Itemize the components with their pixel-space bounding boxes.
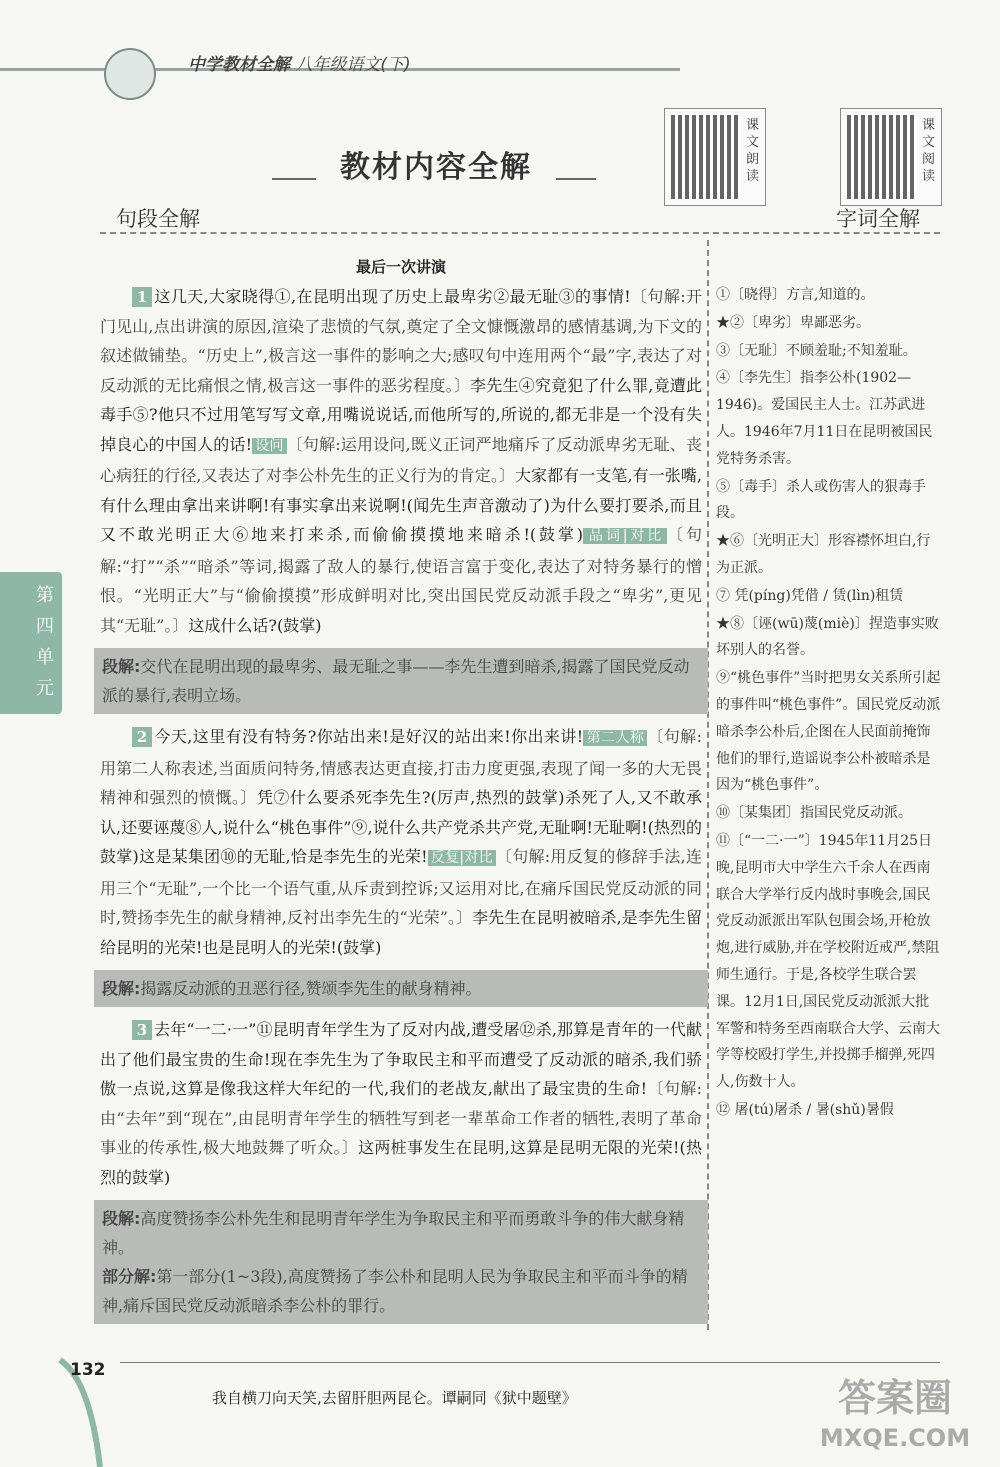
qr-code-analysis[interactable]: [840, 108, 942, 206]
paragraph-number: 3: [132, 1020, 152, 1040]
summary-label: 段解:: [102, 979, 141, 998]
sentence-note: 〔句解:用反复的修辞手法,连用三个“无耻”,一个比一个语气重,从斥责到控诉;又运用对比,在痛斥国民党反动派的同时,赞扬李先生的献身精神,反衬出李先生的“光荣”。〕: [100, 847, 702, 927]
qr-label: 课文阅读: [922, 118, 936, 184]
text: 大家都有一支笔,有一张嘴,有什么理由拿出来讲啊!有事实拿出来说啊!(闻先生声音激动了)为什么要打要杀,而且又不敢光明正大⑥地来打来杀,而偷偷摸摸地来暗杀!(鼓掌): [100, 466, 702, 544]
vocab-note: ⑦ 凭(píng)凭借 / 赁(lìn)租赁: [716, 587, 904, 604]
vocab-note: ①〔晓得〕方言,知道的。: [716, 287, 875, 303]
column-divider: [707, 240, 709, 1330]
series-title: [188, 50, 411, 75]
text: 去年“一二·一”⑪昆明青年学生为了反对内战,遭受屠⑫杀,那算是青年的一代献出了他们最宝贵的生命!现在李先生为了争取民主和平而遭受了反动派的暗杀,我们骄傲一点说,这算是像我这样大年纪的一代,我们的老战友,献出了最宝贵的生命!: [100, 1020, 702, 1098]
unit-tab: [0, 572, 62, 714]
paragraph-number: 1: [132, 287, 152, 307]
part-summary-label: 部分解:: [102, 1267, 157, 1286]
sentence-note: 〔句解:运用设问,既义正词严地痛斥了反动派卑劣无耻、丧心病狂的行径,又表达了对李公朴先生的正义行为的肯定。〕: [100, 434, 702, 485]
vocab-note: ★⑥〔光明正大〕形容襟怀坦白,行为正派。: [716, 533, 931, 576]
text: 这成什么话?(鼓掌): [188, 615, 322, 635]
paragraph-summary: [94, 970, 708, 1007]
rhetoric-tag: 设问: [252, 438, 287, 454]
page-header: [0, 40, 1000, 100]
qr-code-icon: [671, 115, 741, 199]
paragraph-summary: [94, 648, 708, 714]
qr-code-icon: [847, 115, 917, 199]
rhetoric-tag: 第二人称: [583, 730, 647, 746]
rhetoric-tag: 反复|对比: [428, 850, 496, 866]
main-article: [100, 252, 702, 1332]
footer-quote: 我自横刀向天笑,去留肝胆两昆仑。谭嗣同《狱中题壁》: [212, 1389, 577, 1407]
vocab-note: ★⑧〔诬(wū)蔑(miè)〕捏造事实败坏别人的名誉。: [716, 615, 939, 659]
vocab-sidebar: [716, 282, 942, 1125]
summary-label: 段解:: [102, 657, 141, 676]
text: 今天,这里有没有特务?你站出来!是好汉的站出来!你出来讲!: [154, 727, 584, 746]
paragraph-1: [100, 282, 702, 640]
grade-label: 八年级语文(下): [295, 55, 411, 75]
vocab-note: ⑤〔毒手〕杀人或伤害人的狠毒手段。: [716, 478, 926, 522]
sentence-note: 〔句解:开门见山,点出讲演的原因,渲染了悲愤的气氛,奠定了全文慷慨激昂的感情基调,为下文的叙述做铺垫。“历史上”,极言这一事件的影响之大;感叹句中连用两个“最”字,表达了对反动派的无比痛恨之情,极言这一事件的恶劣程度。〕: [100, 287, 702, 395]
article-title: 最后一次讲演: [355, 258, 446, 276]
text: 凭⑦什么要杀死李先生?(厉声,热烈的鼓掌)杀死了人,又不敢承认,还要诬蔑⑧人,说什么“桃色事件”⑨,说什么共产党杀共产党,无耻啊!无耻啊!(热烈的鼓掌)这是某集团⑩的无耻,恰是李先生的光荣!: [100, 788, 702, 866]
text: 李先生④究竟犯了什么罪,竟遭此毒手⑤?他只不过用笔写写文章,用嘴说说话,而他所写的,所说的,都无非是一个没有失掉良心的中国人的话!: [100, 375, 702, 454]
text: 这几天,大家晓得①,在昆明出现了历史上最卑劣②最无耻③的事情!: [154, 287, 631, 306]
summary-label: 段解:: [102, 1209, 141, 1228]
page-number: 132: [70, 1360, 106, 1380]
rhetoric-tag: 品词|对比: [583, 528, 667, 544]
series-name: 中学教材全解: [188, 55, 290, 75]
paragraph-number: 2: [132, 727, 152, 747]
page-title: 教材内容全解: [340, 150, 532, 185]
summary-text: 交代在昆明出现的最卑劣、最无耻之事——李先生遭到暗杀,揭露了国民党反动派的暴行,表明立场。: [102, 657, 690, 705]
title-line-right: [556, 178, 596, 180]
summary-text: 揭露反动派的丑恶行径,赞颂李先生的献身精神。: [140, 979, 482, 998]
sentence-note: 〔句解:由“去年”到“现在”,由昆明青年学生的牺牲写到老一辈革命工作者的牺牲,表明了革命事业的传承性,极大地鼓舞了听众。〕: [100, 1079, 702, 1157]
section-divider: [100, 232, 940, 234]
vocab-note: ⑩〔某集团〕指国民党反动派。: [716, 805, 912, 822]
vocab-note: ⑨“桃色事件”当时把男女关系所引起的事件叫“桃色事件”。国民党反动派暗杀李公朴后,企图在人民面前掩饰他们的罪行,造谣说李公朴被暗杀是因为“桃色事件”。: [716, 670, 941, 794]
qr-label: 课文朗读: [746, 118, 760, 184]
title-line-left: [272, 178, 316, 180]
summary-text: 高度赞扬李公朴先生和昆明青年学生为争取民主和平而勇敢斗争的伟大献身精神。: [102, 1209, 685, 1257]
watermark-top: 答案圈: [837, 1376, 952, 1420]
footer-rule: [120, 1362, 940, 1363]
paragraph-summary: [94, 1200, 708, 1324]
vocab-note: ⑪〔“一二·一”〕1945年11月25日晚,昆明市大中学生六千余人在西南联合大学举行反内战时事晚会,国民党反动派派出军队包围会场,开枪放炮,进行威胁,并在学校附近戒严,禁阻师生通行。于是,各校学生联合罢课。12月1日,国民党反动派派大批军警和特务至西南联合大学、云南大学等校殴打学生,并投掷手榴弹,死四人,伤数十人。: [716, 832, 940, 1091]
text: 李先生在昆明被暗杀,是李先生留给昆明的光荣!也是昆明人的光荣!(鼓掌): [100, 908, 702, 957]
qr-code-reading[interactable]: [664, 108, 766, 206]
vocab-note: ④〔李先生〕指李公朴(1902—1946)。爱国民主人士。江苏武进人。1946年7月11日在昆明被国民党特务杀害。: [716, 370, 933, 467]
watermark-logo: [800, 1378, 990, 1463]
vocab-note: ★②〔卑劣〕卑鄙恶劣。: [716, 314, 870, 331]
paragraph-3: [100, 1015, 702, 1192]
text: 这两桩事发生在昆明,这算是昆明无限的光荣!(热烈的鼓掌): [100, 1138, 702, 1187]
sentence-note: 〔句解:用第二人称表述,当面质问特务,情感表达更直接,打击力度更强,表现了闻一多的大无畏精神和强烈的愤慨。〕: [100, 727, 702, 807]
section-label-vocab: 字词全解: [836, 207, 920, 231]
sentence-note: 〔句解:“打”“杀”“暗杀”等词,揭露了敌人的暴行,使语言富于变化,表达了对特务暴行的憎恨。“光明正大”与“偷偷摸摸”形成鲜明对比,突出国民党反动派手段之“卑劣”,更见其“无耻”。〕: [100, 525, 702, 635]
book-logo-icon: [104, 48, 156, 100]
watermark-bottom: MXQE.COM: [819, 1424, 971, 1452]
unit-tab-label: 第四单元: [36, 585, 54, 699]
section-label-sentence: 句段全解: [116, 207, 200, 231]
part-summary-text: 第一部分(1~3段),高度赞扬了李公朴和昆明人民为争取民主和平而斗争的精神,痛斥国民党反动派暗杀李公朴的罪行。: [102, 1267, 688, 1315]
vocab-note: ③〔无耻〕不顾羞耻;不知羞耻。: [716, 342, 917, 359]
vocab-note: ⑫ 屠(tú)屠杀 / 暑(shǔ)暑假: [716, 1101, 894, 1118]
paragraph-2: [100, 722, 702, 962]
